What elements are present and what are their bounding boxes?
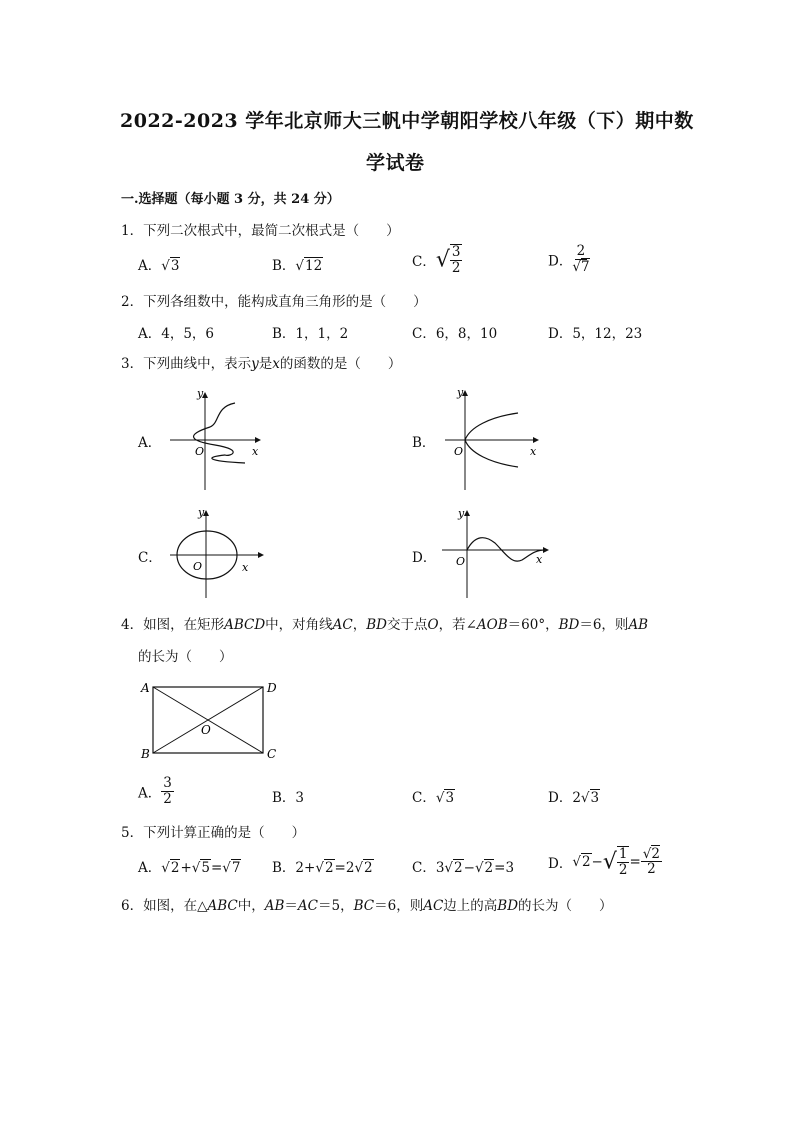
svg-text:D: D (267, 681, 277, 695)
q5-option-b: B．2+√2=2√2 (272, 860, 373, 876)
q4-option-c: C．√3 (412, 790, 455, 806)
svg-text:O: O (193, 560, 203, 573)
svg-text:O: O (201, 723, 211, 737)
q2-option-c: C．6，8，10 (412, 326, 498, 342)
q3-graph-a (165, 385, 270, 495)
q3-option-d-label: D． (412, 550, 437, 566)
title-line-1: 2022-2023 学年北京师大三帆中学朝阳学校八年级（下）期中数 (120, 110, 694, 132)
svg-text:O: O (195, 445, 205, 458)
question-4-stem-line-2: 的长为（ ） (138, 649, 233, 665)
q3-graph-c (168, 505, 268, 600)
svg-text:O: O (454, 445, 464, 458)
question-3-stem: 3．下列曲线中，表示y是x的函数的是（ ） (121, 356, 402, 372)
q4-option-d: D．2√3 (548, 790, 600, 806)
svg-text:x: x (252, 445, 259, 458)
q5-option-c: C．3√2−√2=3 (412, 860, 515, 876)
q2-option-d: D．5，12，23 (548, 326, 643, 342)
svg-text:y: y (198, 506, 205, 519)
q2-option-b: B．1，1，2 (272, 326, 349, 342)
q3-graph-d (440, 505, 555, 600)
q4-rectangle-figure (136, 676, 286, 764)
question-4-stem-line-1: 4．如图，在矩形ABCD中，对角线AC，BD交于点O，若∠AOB＝60°，BD＝6，则AB (121, 617, 649, 633)
q5-option-a: A．√2+√5=√7 (138, 860, 241, 876)
svg-text:O: O (456, 555, 466, 568)
q3-graph-b (440, 385, 545, 495)
svg-text:x: x (530, 445, 537, 458)
q4-option-b: B．3 (272, 790, 305, 806)
q1-option-c: C．√ $\frac{3}{2}$ (412, 244, 461, 276)
q2-option-a: A．4，5，6 (138, 326, 215, 342)
svg-text:B: B (141, 747, 150, 761)
question-2-stem: 2．下列各组数中，能构成直角三角形的是（ ） (121, 294, 427, 310)
title-line-2: 学试卷 (366, 152, 425, 174)
question-5-stem: 5．下列计算正确的是（ ） (121, 825, 306, 841)
q3-option-c-label: C． (138, 550, 162, 566)
svg-text:x: x (242, 561, 249, 574)
svg-text:y: y (458, 507, 465, 520)
svg-text:C: C (267, 747, 277, 761)
svg-text:y: y (197, 387, 204, 400)
svg-text:x: x (536, 553, 543, 566)
q4-option-a: A． $\frac{3}{2}$ (138, 775, 172, 807)
question-6-stem: 6．如图，在△ABC中，AB＝AC＝5，BC＝6，则AC边上的高BD的长为（ ） (121, 898, 613, 914)
q3-option-b-label: B． (412, 435, 436, 451)
q5-option-d: D．√2−√ $\frac{1}{2}$ = $\frac{√2}{2}$ (548, 845, 660, 878)
q1-option-a: A．√3 (138, 258, 180, 274)
svg-text:A: A (141, 681, 150, 695)
question-1-stem: 1．下列二次根式中，最简二次根式是（ ） (121, 223, 400, 239)
q1-option-d: D． $\frac{2}{√7}$ (548, 243, 590, 275)
svg-text:y: y (457, 386, 464, 399)
q1-option-b: B．√12 (272, 258, 323, 274)
section-heading: 一.选择题（每小题 3 分，共 24 分） (121, 192, 340, 207)
q3-option-a-label: A． (138, 435, 162, 451)
